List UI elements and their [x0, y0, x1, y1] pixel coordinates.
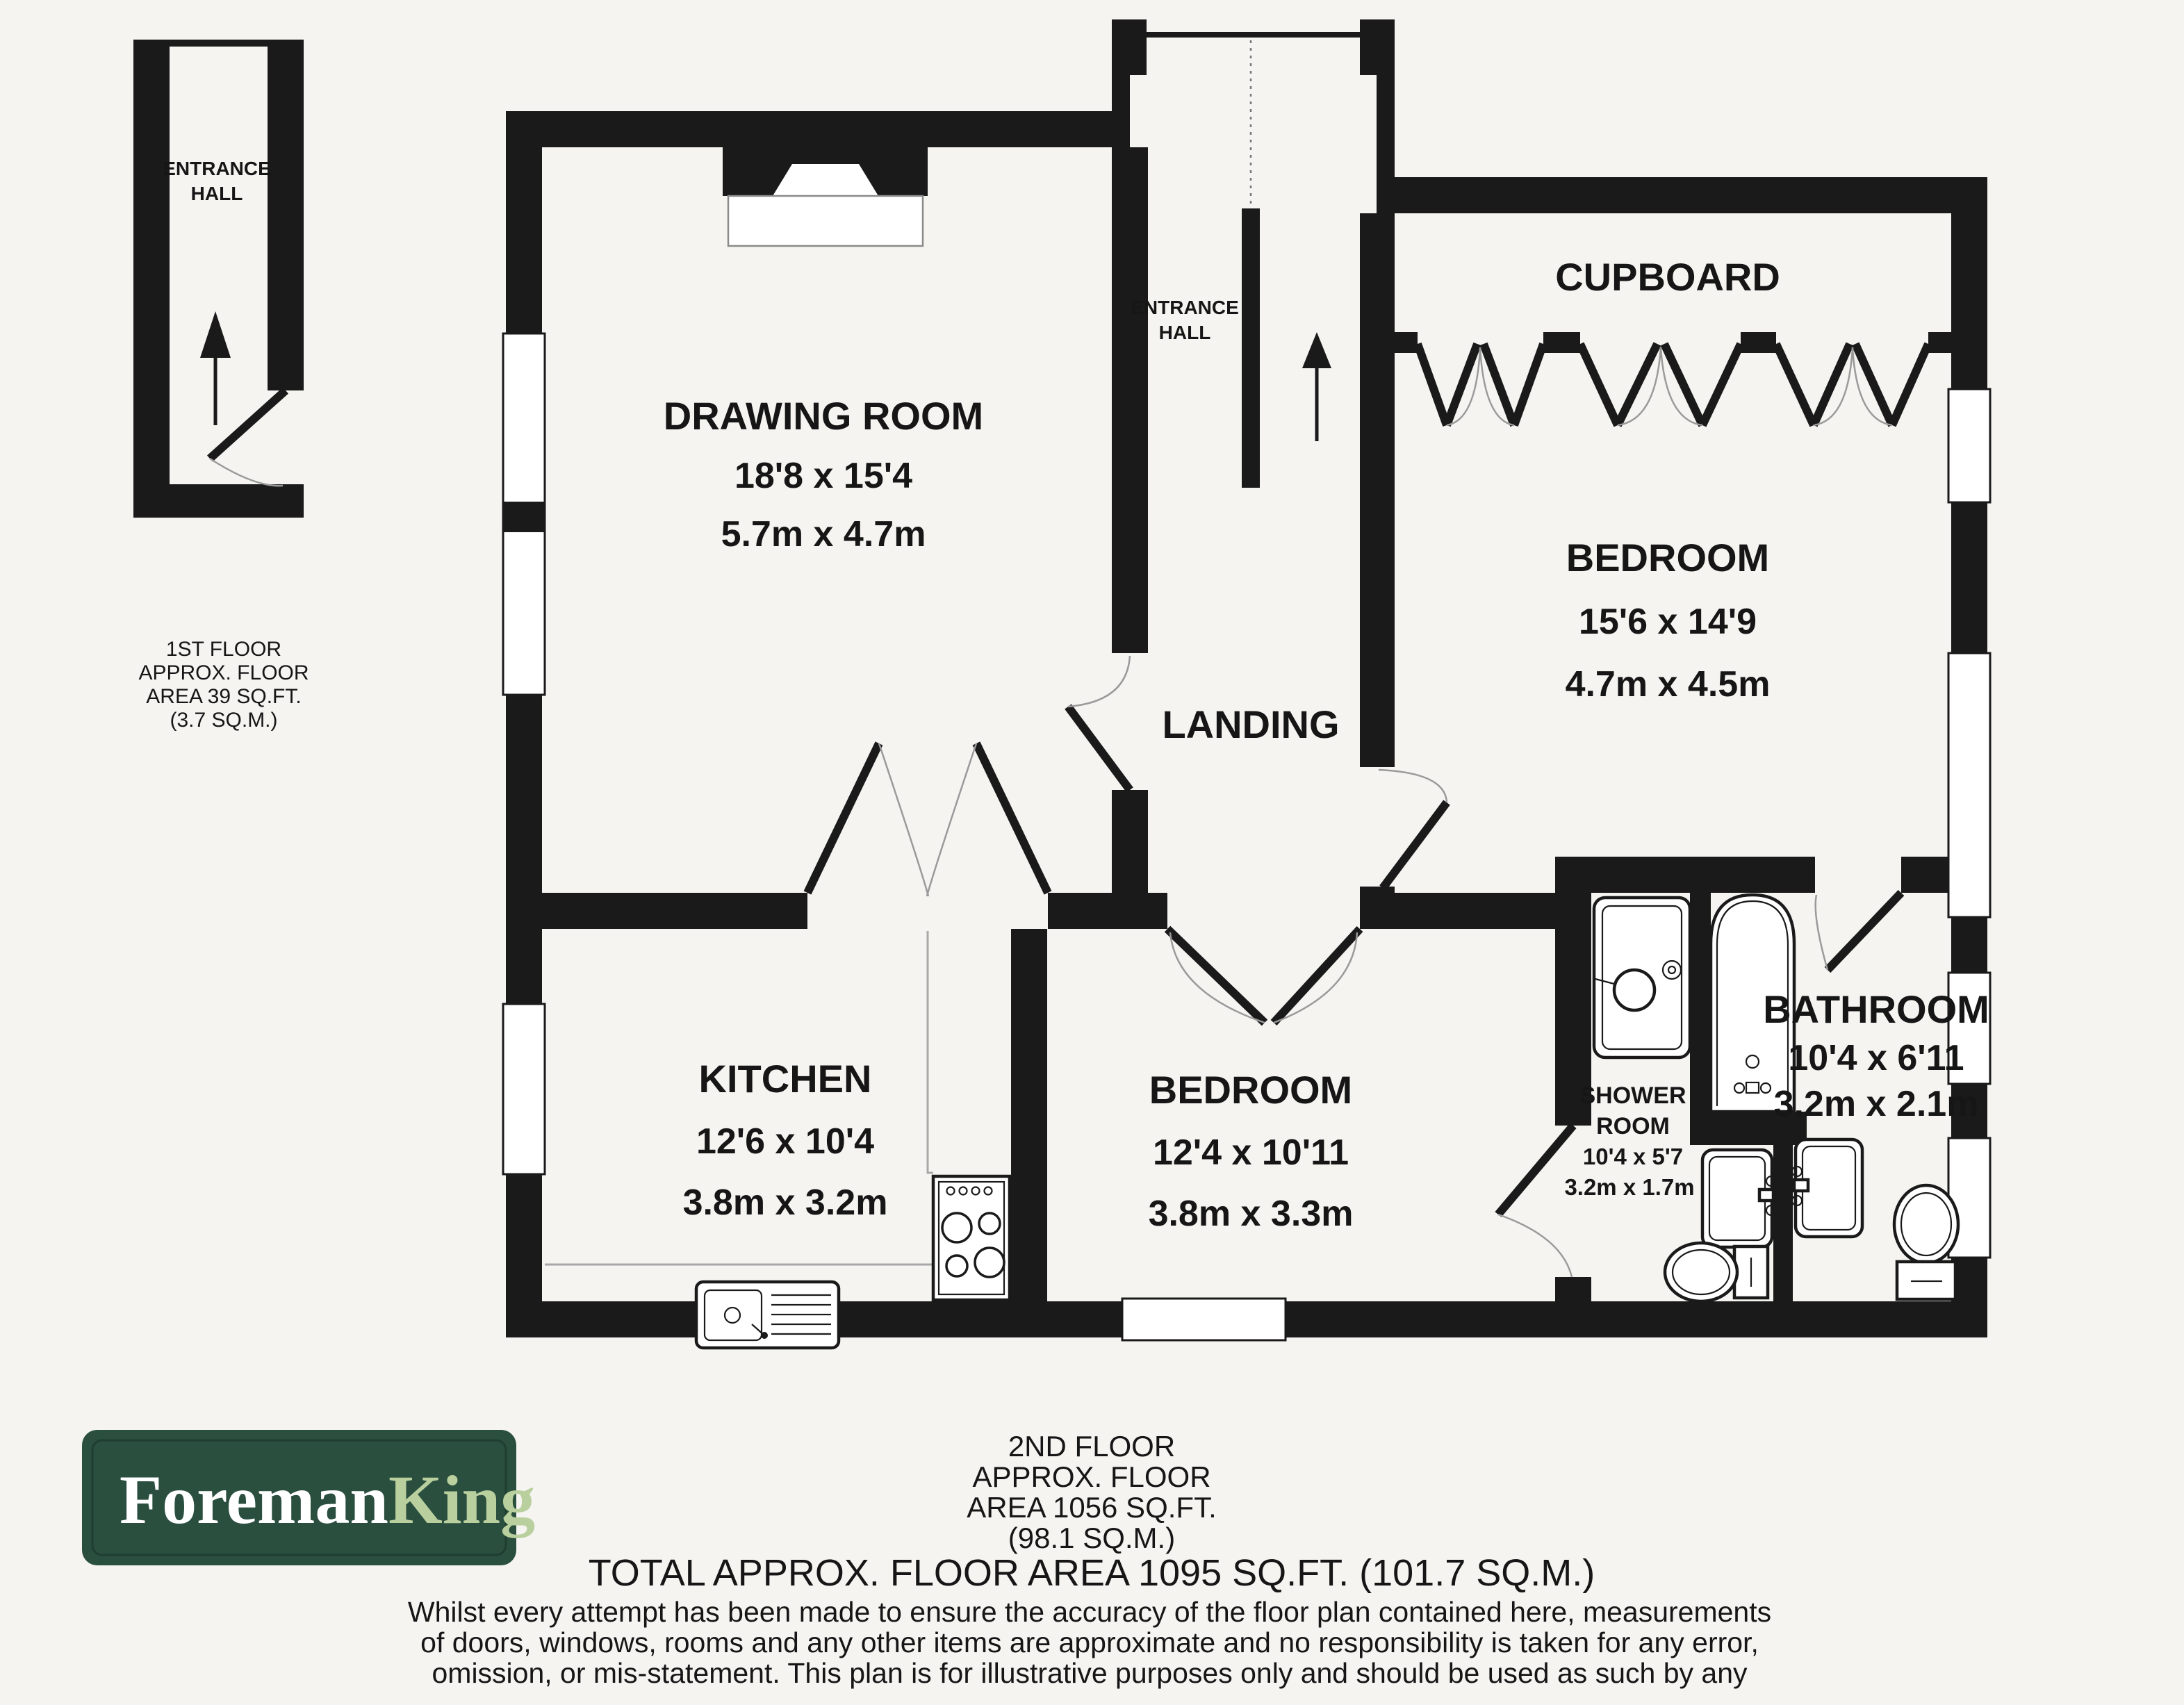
note-line: 1ST FLOOR	[165, 638, 282, 661]
bedroom-bottom-imperial: 12'4 x 10'11	[1152, 1132, 1349, 1173]
toilet-icon	[1665, 1243, 1768, 1301]
wall	[268, 40, 304, 390]
kitchen-sink-icon	[696, 1282, 839, 1348]
door-swing-arc	[210, 459, 283, 486]
wall	[133, 484, 304, 518]
window	[1122, 1299, 1286, 1340]
landing-label: LANDING	[1162, 702, 1340, 746]
bedroom-right-imperial: 15'6 x 14'9	[1578, 602, 1757, 642]
second-floor-note: AREA 1056 SQ.FT.	[967, 1491, 1217, 1524]
drawing-room-door-leaf	[1068, 707, 1130, 790]
entrance-hall-label: ENTRANCE	[1131, 297, 1239, 318]
bedroom-bottom-label: BEDROOM	[1149, 1068, 1353, 1112]
double-door-leaf	[807, 743, 879, 893]
bathroom-label: BATHROOM	[1763, 987, 1989, 1031]
note-line: APPROX. FLOOR	[138, 661, 309, 684]
shower-room-door-leaf	[1498, 1126, 1573, 1214]
small-plan-room-label: ENTRANCE	[163, 158, 271, 179]
sink-icon	[1792, 1139, 1862, 1237]
foreman-king-logo	[82, 1430, 535, 1565]
disclaimer-line: Whilst every attempt has been made to ensure the accuracy of the floor plan contained here, measurements	[407, 1596, 1772, 1628]
stair-half-wall	[1242, 208, 1260, 488]
shower-room-label: SHOWER	[1579, 1082, 1686, 1109]
stairs-up-arrow-icon	[1302, 332, 1331, 441]
window	[1948, 389, 1990, 502]
second-floor-note: (98.1 SQ.M.)	[1008, 1522, 1176, 1554]
main-floor-plan	[503, 19, 1990, 1348]
total-area-line: TOTAL APPROX. FLOOR AREA 1095 SQ.FT. (101.7 SQ.M.)	[588, 1552, 1595, 1594]
cooker-icon	[933, 1176, 1010, 1300]
disclaimer-line: omission, or mis-statement. This plan is for illustrative purposes only and should be used as such by any	[432, 1657, 1748, 1689]
shower-room-metric: 3.2m x 1.7m	[1564, 1174, 1695, 1200]
footer-notes	[408, 1430, 1771, 1689]
small-plan-room-label: HALL	[190, 183, 243, 204]
landing-door-leaf	[1167, 929, 1265, 1023]
cupboard-bifold-doors	[1395, 332, 1951, 425]
counter-edge	[928, 931, 933, 1173]
toilet-icon	[1894, 1185, 1958, 1299]
disclaimer-line: of doors, windows, rooms and any other items are approximate and no responsibility is taken for any error,	[420, 1626, 1759, 1658]
wall	[133, 40, 170, 518]
second-floor-note: 2ND FLOOR	[1008, 1430, 1176, 1463]
bathroom-imperial: 10'4 x 6'11	[1788, 1038, 1964, 1078]
shower-room-label: ROOM	[1596, 1113, 1670, 1139]
bedroom-right-metric: 4.7m x 4.5m	[1565, 664, 1771, 705]
small-entrance-hall-plan	[133, 40, 309, 732]
entrance-hall-label: HALL	[1158, 322, 1211, 343]
window	[503, 1004, 545, 1174]
sink-icon	[1702, 1150, 1776, 1247]
bedroom-bottom-metric: 3.8m x 3.3m	[1148, 1194, 1354, 1234]
second-floor-note: APPROX. FLOOR	[972, 1460, 1211, 1493]
shower-tray-icon	[1593, 898, 1690, 1057]
logo-text-foreman: Foreman	[120, 1461, 388, 1538]
cupboard-label: CUPBOARD	[1555, 255, 1780, 299]
logo-text-king: King	[388, 1461, 536, 1538]
stairs-up-arrow-icon	[200, 311, 231, 425]
double-door-leaf	[976, 743, 1048, 893]
window	[1948, 653, 1990, 917]
drawing-room-label: DRAWING ROOM	[663, 394, 984, 438]
drawing-room-metric: 5.7m x 4.7m	[721, 514, 926, 554]
kitchen-metric: 3.8m x 3.2m	[682, 1183, 888, 1223]
room-labels	[664, 255, 1989, 1234]
bedroom-right-label: BEDROOM	[1566, 536, 1770, 579]
landing-door-leaf	[1274, 929, 1360, 1023]
bathroom-metric: 3.2m x 2.1m	[1773, 1084, 1979, 1124]
entrance-door-leaf	[210, 390, 286, 459]
kitchen-label: KITCHEN	[698, 1057, 872, 1101]
shower-room-imperial: 10'4 x 5'7	[1582, 1144, 1684, 1169]
kitchen-imperial: 12'6 x 10'4	[696, 1121, 875, 1162]
first-floor-note	[138, 638, 309, 732]
logo-text	[120, 1461, 535, 1538]
hearth	[728, 196, 923, 246]
drawing-room-imperial: 18'8 x 15'4	[734, 456, 913, 496]
bathroom-door-leaf	[1828, 893, 1901, 970]
note-line: (3.7 SQ.M.)	[170, 709, 278, 732]
note-line: AREA 39 SQ.FT.	[146, 685, 302, 708]
bedroom-door-leaf	[1383, 802, 1447, 888]
